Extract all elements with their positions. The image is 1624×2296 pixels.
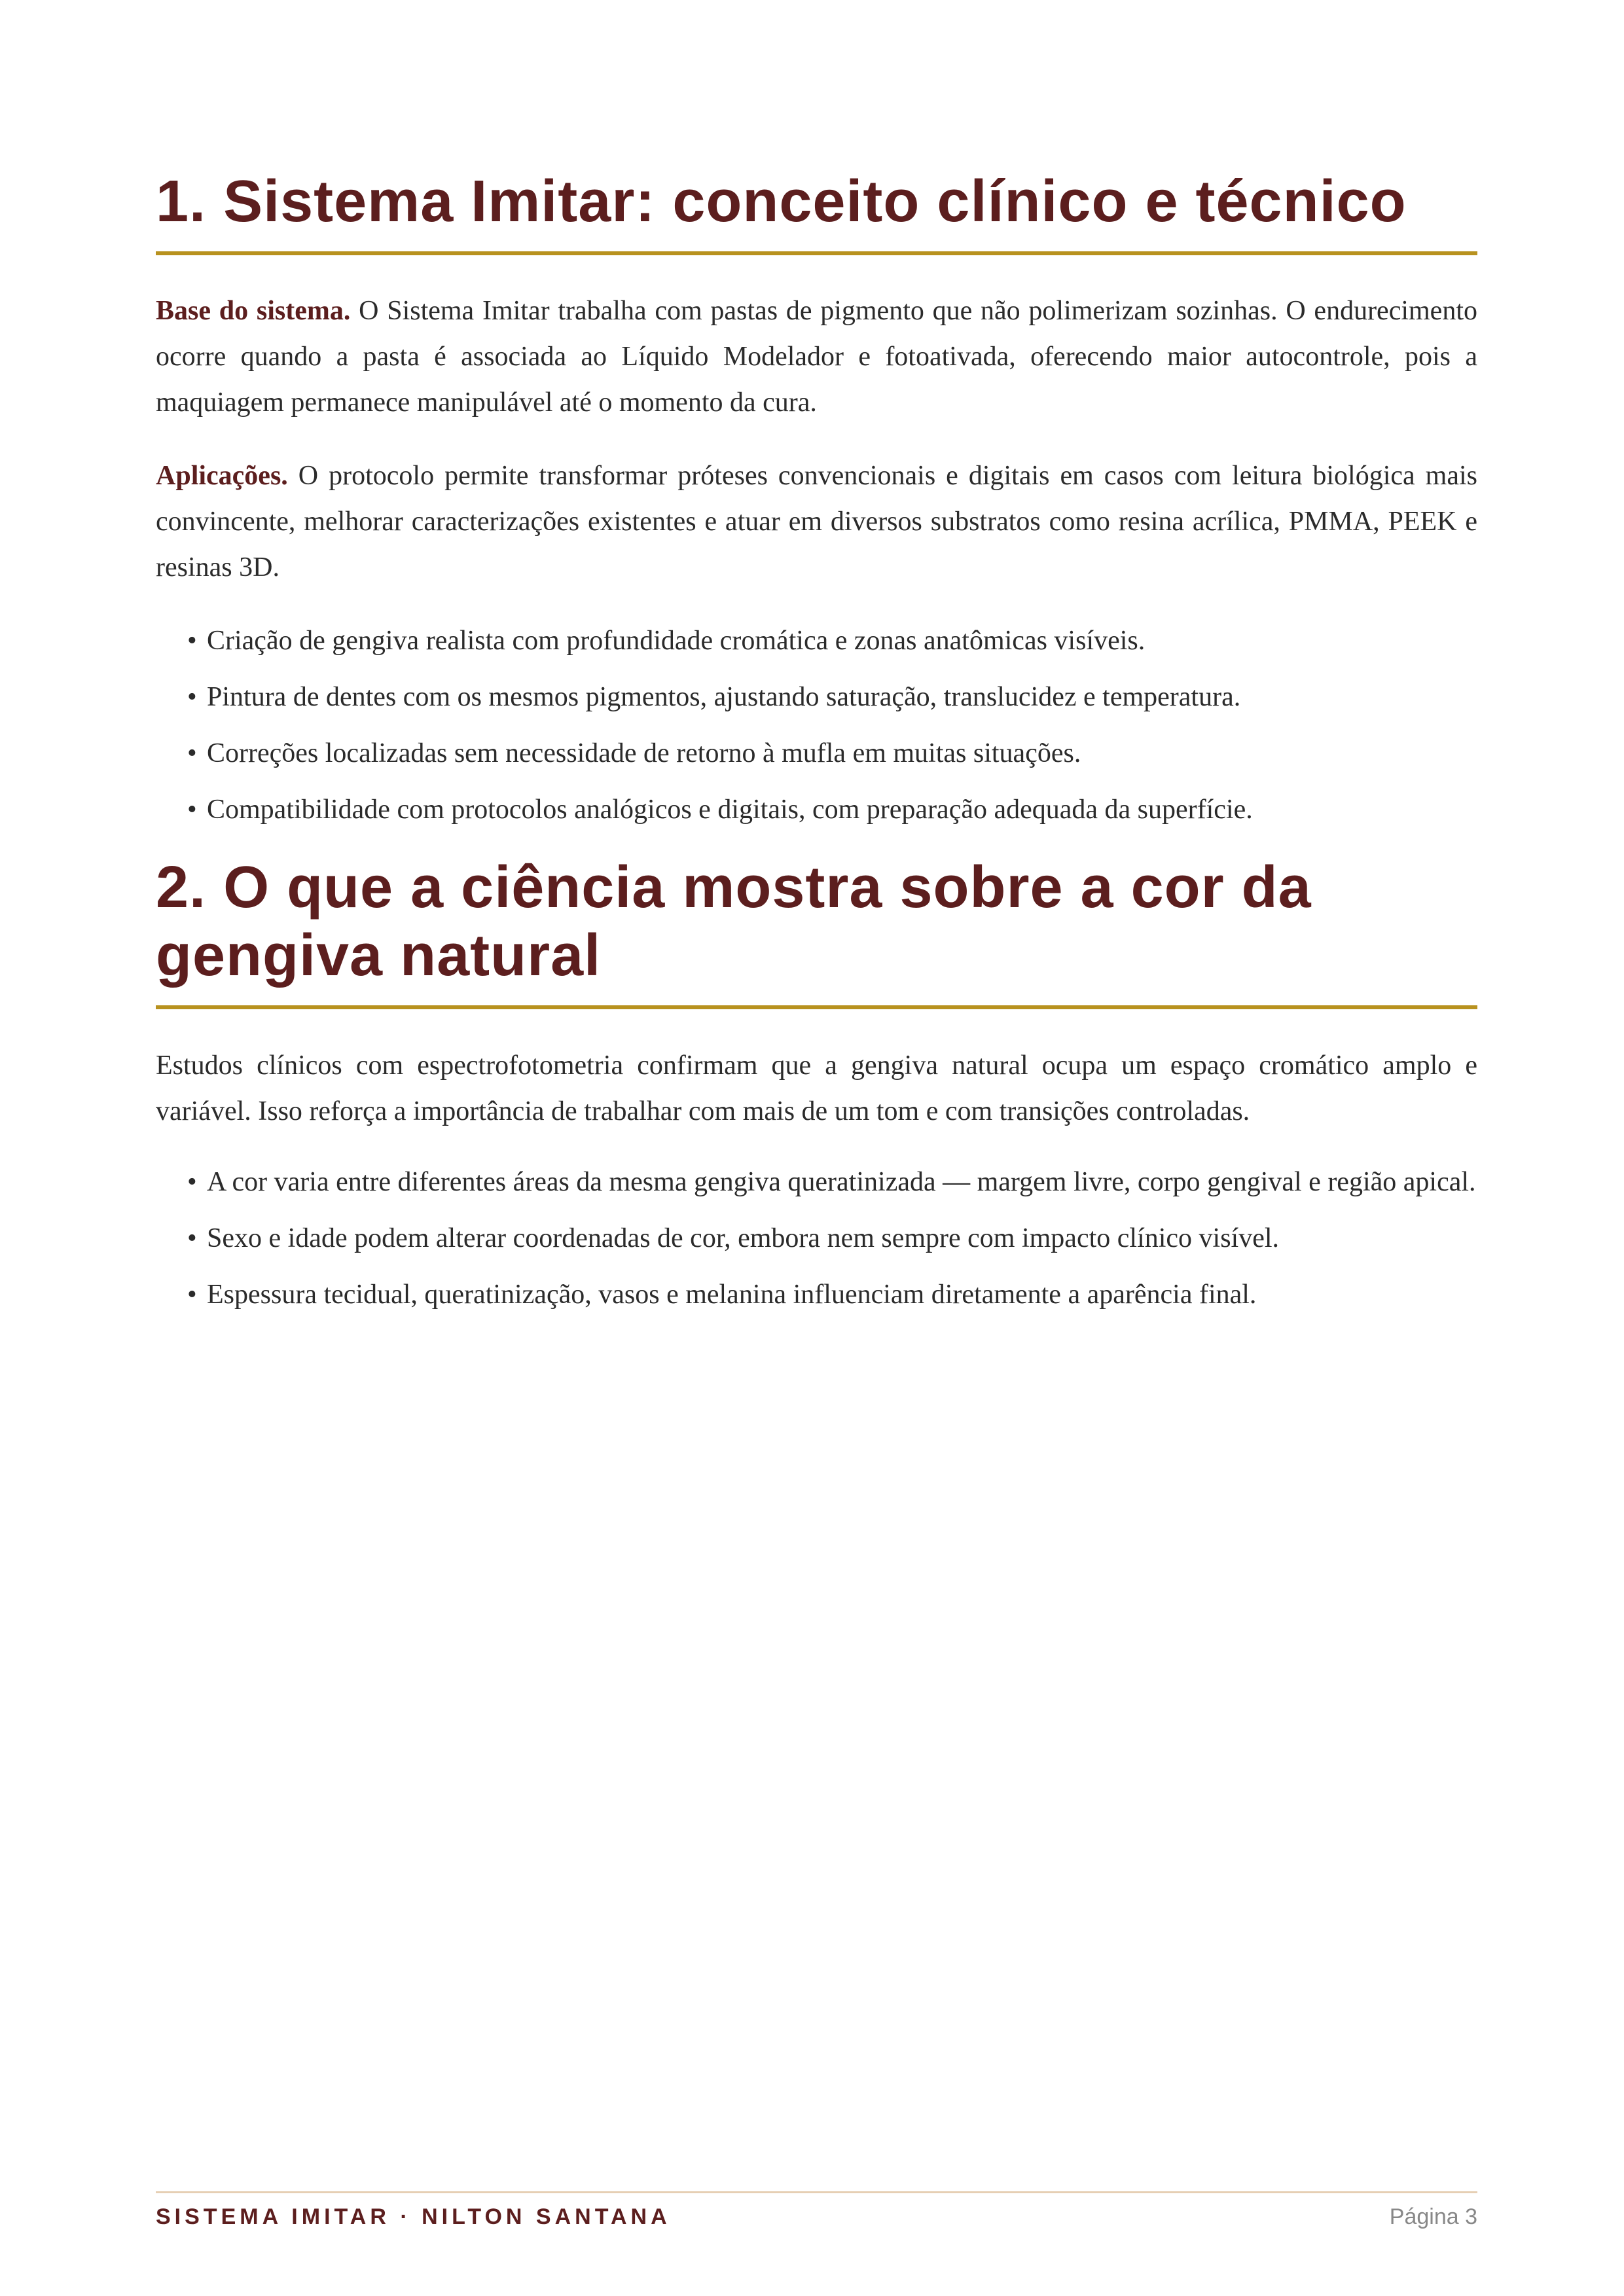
paragraph-lead: Base do sistema. [156, 296, 351, 326]
paragraph-base-do-sistema [156, 288, 1477, 425]
list-item: • Pintura de dentes com os mesmos pigmentos, ajustando saturação, translucidez e temperatura. [187, 675, 1477, 719]
paragraph-estudos-clinicos: Estudos clínicos com espectrofotometria confirmam que a gengiva natural ocupa um espaço cromático amplo e variável. Isso reforça a importância de trabalhar com mais de um tom e com transições controladas. [156, 1050, 1477, 1126]
paragraph-text: O protocolo permite transformar próteses convencionais e digitais em casos com leitura biológica mais convincente, melhorar caracterizações existentes e atuar em diversos substratos como resina acrílica, PMMA, PEEK e resinas 3D. [156, 461, 1477, 583]
list-item: • Criação de gengiva realista com profundidade cromática e zonas anatômicas visíveis. [187, 619, 1477, 662]
document-page [156, 0, 1477, 2296]
footer-title: SISTEMA IMITAR · NILTON SANTANA [156, 2204, 671, 2229]
paragraph-lead: Aplicações. [156, 461, 288, 491]
paragraph-aplicacoes [156, 453, 1477, 590]
list-item: • A cor varia entre diferentes áreas da mesma gengiva queratinizada — margem livre, corpo gengival e região apical. [187, 1160, 1477, 1204]
list-item: • Espessura tecidual, queratinização, vasos e melanina influenciam diretamente a aparência final. [187, 1273, 1477, 1316]
section-2-heading: 2. O que a ciência mostra sobre a cor da gengiva natural [156, 853, 1477, 1009]
list-item: • Sexo e idade podem alterar coordenadas de cor, embora nem sempre com impacto clínico visível. [187, 1217, 1477, 1260]
footer-divider [156, 2191, 1477, 2193]
section-2-bullet-list [187, 1160, 1477, 1329]
list-item: • Compatibilidade com protocolos analógicos e digitais, com preparação adequada da superfície. [187, 788, 1477, 831]
page-number: Página 3 [1389, 2204, 1477, 2229]
section-1-bullet-list [187, 619, 1477, 844]
paragraph-text: O Sistema Imitar trabalha com pastas de pigmento que não polimerizam sozinhas. O endurecimento ocorre quando a pasta é associada ao Líquido Modelador e fotoativada, oferecendo maior autocontrole, pois a maquiagem permanece manipulável até o momento da cura. [156, 296, 1477, 418]
list-item: • Correções localizadas sem necessidade de retorno à mufla em muitas situações. [187, 732, 1477, 775]
section-1-heading: 1. Sistema Imitar: conceito clínico e técnico [156, 168, 1477, 255]
